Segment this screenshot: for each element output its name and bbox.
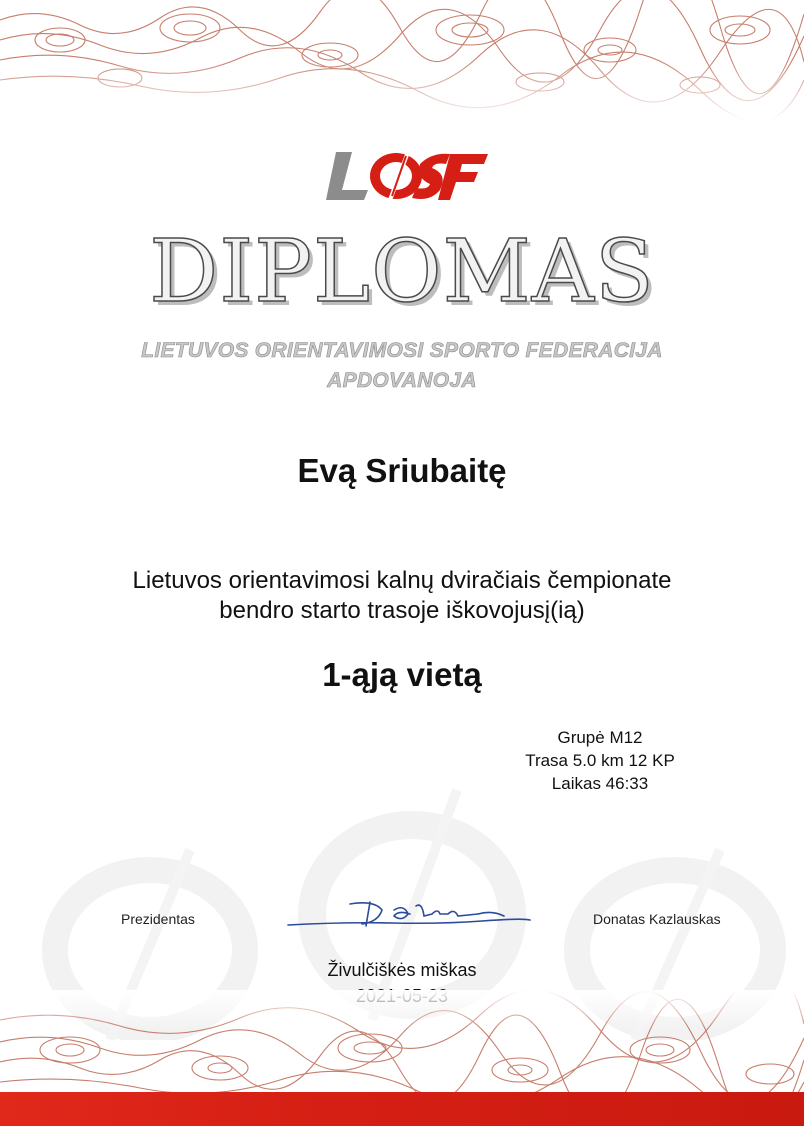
federation-heading bbox=[0, 336, 804, 396]
topographic-header-pattern bbox=[0, 0, 804, 120]
topographic-footer-pattern bbox=[0, 990, 804, 1100]
signatory-role: Prezidentas bbox=[121, 911, 195, 927]
group-label: Grupė M12 bbox=[557, 728, 643, 747]
awards-label: APDOVANOJA bbox=[327, 369, 477, 392]
place-award: 1-ąją vietą bbox=[322, 656, 482, 693]
awardee-name: Evą Sriubaitę bbox=[297, 452, 507, 489]
footer-red-bar bbox=[0, 1092, 804, 1126]
time-label: Laikas 46:33 bbox=[551, 774, 649, 793]
description-line-1: Lietuvos orientavimosi kalnų dviračiais čempionate bbox=[132, 567, 672, 594]
diploma-title: DIPLOMAS bbox=[149, 222, 655, 322]
handwritten-signature bbox=[282, 892, 534, 932]
signatory-name: Donatas Kazlauskas bbox=[593, 911, 721, 927]
federation-name: LIETUVOS ORIENTAVIMOSI SPORTO FEDERACIJA bbox=[141, 339, 663, 362]
course-label: Trasa 5.0 km 12 KP bbox=[525, 751, 675, 770]
losf-logo bbox=[320, 150, 490, 202]
achievement-description bbox=[0, 566, 804, 626]
location: Živulčiškės miškas bbox=[327, 960, 477, 980]
description-line-2: bendro starto trasoje iškovojusį(ią) bbox=[219, 597, 585, 624]
